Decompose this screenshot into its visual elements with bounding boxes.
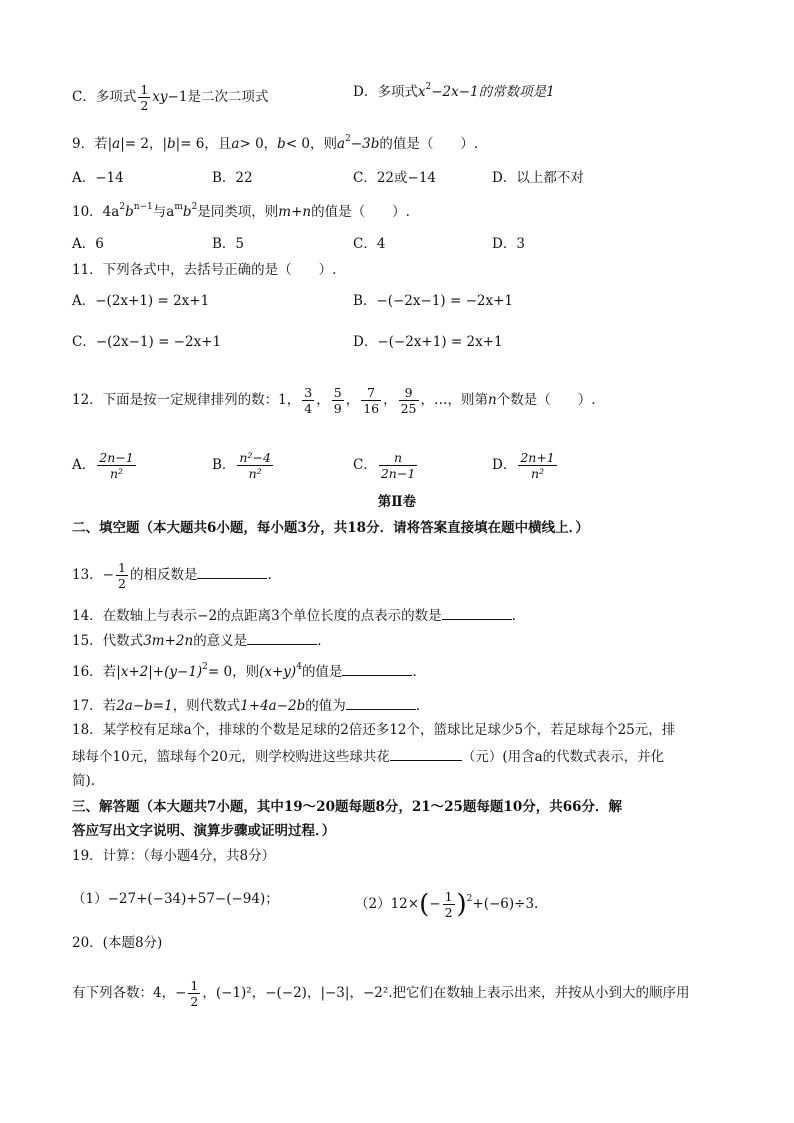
answer-blank[interactable] <box>197 564 267 579</box>
q9-option-b: B．22 <box>212 170 253 186</box>
q11-option-d: D．−(−2x+1) = 2x+1 <box>353 334 503 350</box>
q8-option-d: D．多项式$x^2-2x-1$的常数项是1 <box>353 82 555 100</box>
question-18-line-2: 球每个10元，篮球每个20元，则学校购进这些球共花 （元）(用含a的代数式表示，并化 <box>72 746 664 767</box>
question-15: 15．代数式3m+2n的意义是 . <box>72 630 321 651</box>
question-20-stem: 20．(本题8分) <box>72 935 163 951</box>
fraction: $\frac{1}{2}$ <box>140 82 149 113</box>
q12-option-a: A． $\frac{2n-1}{\text{n²}}$ <box>72 450 134 481</box>
question-18-line-3: 简). <box>72 773 96 789</box>
answer-blank[interactable] <box>346 695 416 710</box>
question-17: 17．若2a−b=1，则代数式1+4a−2b的值为 . <box>72 695 420 716</box>
part-2-heading: 二、填空题（本大题共6小题，每小题3分，共18分．请将答案直接填在题中横线上．） <box>72 520 589 536</box>
q10-option-a: A．6 <box>72 236 104 252</box>
section-2-title: 第Ⅱ卷 <box>377 494 417 510</box>
answer-blank[interactable] <box>247 630 317 645</box>
q11-option-a: A．−(2x+1) = 2x+1 <box>72 293 210 309</box>
question-10-stem: 10．$4a^2b^{n-1}$与$a^mb^2$是同类项，则m+n的值是（ ）. <box>72 202 410 220</box>
q11-option-b: B．−(−2x−1) = −2x+1 <box>353 293 513 309</box>
q10-option-d: D．3 <box>492 236 525 252</box>
q9-option-d: D．以上都不对 <box>492 170 584 186</box>
q12-option-c: C． $\frac{n}{2n-1}$ <box>353 450 416 481</box>
question-12-stem: 12．下面是按一定规律排列的数：1， $\frac{3}{4}$ ， $\frac{5}{9}$ ， $\frac{7}{16}$ ， $\frac{9}{25}$ ，…，则第n个数是（ ）. <box>72 385 596 416</box>
question-14: 14．在数轴上与表示−2的点距离3个单位长度的点表示的数是 . <box>72 605 516 626</box>
question-11-stem: 11．下列各式中，去括号正确的是（ ）. <box>72 262 337 278</box>
q9-option-a: A．−14 <box>72 170 124 186</box>
question-9-stem: 9．若|a|= 2，|b|= 6，且a> 0，b< 0，则$a^2-3b$的值是（ ）. <box>72 134 479 152</box>
question-19-part-2: （2）12×(− $\frac{1}{2}$ )$^2$+(−6)÷3. <box>355 889 539 920</box>
q11-option-c: C．−(2x−1) = −2x+1 <box>72 334 222 350</box>
q12-option-b: B． $\frac{\text{n²−4}}{\text{n²}}$ <box>212 450 271 481</box>
part-3-heading-line-1: 三、解答题（本大题共7小题，其中19～20题每题8分，21～25题每题10分，共66分．解 <box>72 799 623 815</box>
question-20-line: 有下列各数：4，− $\frac{1}{2}$ ，(−1)²，−(−2)，|−3|，−2².把它们在数轴上表示出来，并按从小到大的顺序用 <box>72 978 690 1009</box>
q12-option-d: D． $\frac{2n+1}{\text{n²}}$ <box>492 450 555 481</box>
q8-option-c: C．多项式 $\frac{1}{2}$ xy−1是二次二项式 <box>72 82 269 113</box>
question-19-part-1: （1）−27+(−34)+57−(−94)； <box>72 891 279 907</box>
q9-option-c: C．22或−14 <box>353 170 436 186</box>
answer-blank[interactable] <box>390 746 462 761</box>
q10-option-b: B．5 <box>212 236 245 252</box>
question-16: 16．若$|x+2|+(y-1)^2= 0$，则$(x+y)^4$的值是 . <box>72 662 417 680</box>
question-19-stem: 19．计算：（每小题4分，共8分） <box>72 848 276 864</box>
part-3-heading-line-2: 答应写出文字说明、演算步骤或证明过程．） <box>72 823 336 839</box>
answer-blank[interactable] <box>442 605 512 620</box>
question-13: 13．− $\frac{1}{2}$ 的相反数是 . <box>72 560 272 591</box>
answer-blank[interactable] <box>342 661 412 676</box>
question-18-line-1: 18．某学校有足球a个，排球的个数是足球的2倍还多12个，篮球比足球少5个，若足球每个25元，排 <box>72 722 676 738</box>
q10-option-c: C．4 <box>353 236 386 252</box>
